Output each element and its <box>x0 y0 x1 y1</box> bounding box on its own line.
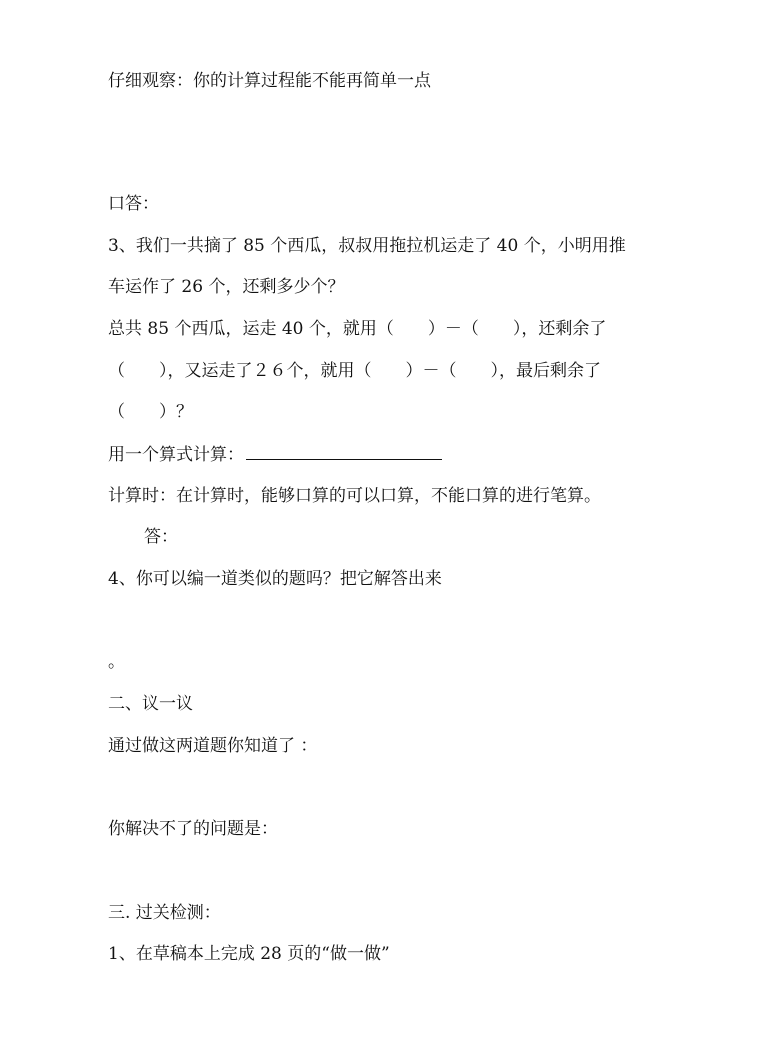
question-3-line-2: 车运作了 26 个，还剩多少个？ <box>108 277 345 297</box>
question-3-fill-line-3: （ ）？ <box>108 402 193 422</box>
question-3-fill-line-2: （ ），又运走了２６个，就用（ ）－（ ），最后剩余了 <box>108 361 601 381</box>
question-3-line-1: 3、我们一共摘了 85 个西瓜，叔叔用拖拉机运走了 40 个，小明用推 <box>108 236 626 256</box>
answer-label: 答： <box>144 527 178 547</box>
section-2-heading: 二、议一议 <box>108 694 193 714</box>
unsolved-prompt: 你解决不了的问题是： <box>108 819 278 839</box>
observe-prompt: 仔细观察：你的计算过程能不能再简单一点 <box>108 71 431 91</box>
check-item-1: 1、在草稿本上完成 28 页的“做一做” <box>108 944 390 964</box>
formula-answer-blank <box>246 443 442 460</box>
trailing-period: 。 <box>108 652 125 672</box>
calculation-note: 计算时：在计算时，能够口算的可以口算，不能口算的进行笔算。 <box>108 486 601 506</box>
one-formula-label: 用一个算式计算： <box>108 445 244 465</box>
question-4: 4、你可以编一道类似的题吗？把它解答出来 <box>108 569 442 589</box>
section-3-heading: 三. 过关检测： <box>108 903 221 923</box>
question-3-fill-line-1: 总共 85 个西瓜，运走 40 个，就用（ ）－（ ），还剩余了 <box>108 319 607 339</box>
learned-prompt: 通过做这两道题你知道了 ： <box>108 736 318 756</box>
one-formula-row <box>108 443 442 466</box>
oral-answer-label: 口答： <box>108 194 159 214</box>
